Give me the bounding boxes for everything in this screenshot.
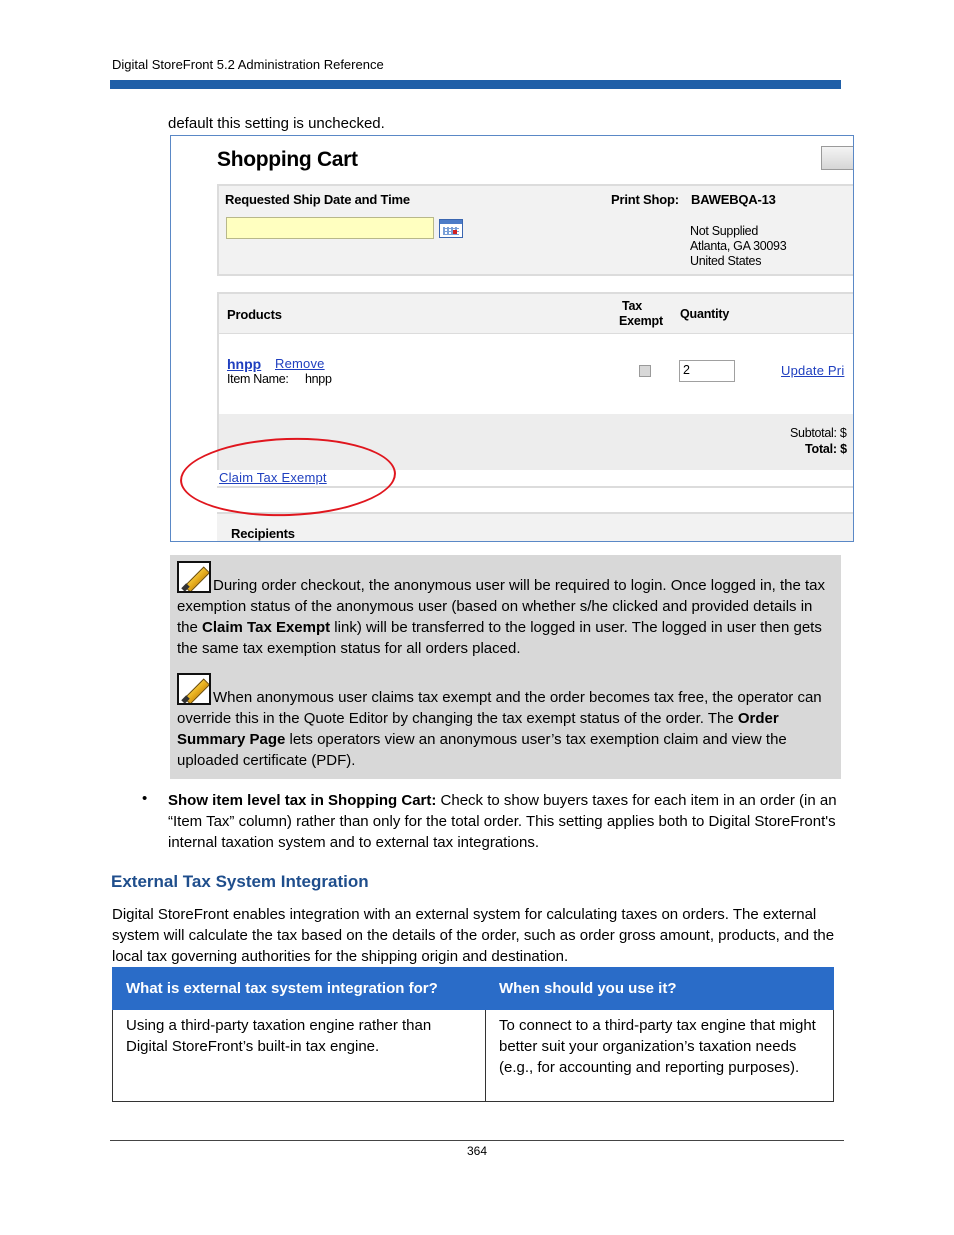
table-cell: To connect to a third-party tax engine that might better suit your organization’s taxation needs (e.g., for accounting and reporting purposes). [486,1010,834,1102]
total-label: Total: $ [805,442,847,456]
recipients-label: Recipients [231,526,295,541]
table-header-cell: What is external tax system integration for? [113,968,486,1010]
print-shop-value: BAWEBQA-13 [691,192,776,207]
recipients-strip [217,512,854,542]
ship-date-input[interactable] [226,217,434,239]
integration-table [112,967,834,1102]
running-header: Digital StoreFront 5.2 Administration Reference [112,57,384,72]
bullet-item [168,790,840,853]
col-tax-line1: Tax [622,299,643,313]
calendar-icon[interactable] [439,219,463,238]
note-pencil-icon [177,673,211,705]
address-line1: Not Supplied [690,224,758,238]
note2-text2: lets operators view an anonymous user’s tax exemption claim and view the uploaded certificate (PDF). [177,731,787,769]
footer-rule [110,1140,844,1141]
products-header [219,294,854,334]
subtotal-label: Subtotal: $ [790,426,847,440]
note2-bold: Order Summary Page [177,710,779,748]
address-line2: Atlanta, GA 30093 [690,239,787,253]
update-price-link[interactable]: Update Pri [781,363,845,378]
remove-link[interactable]: Remove [275,356,325,371]
bullet-text: Check to show buyers taxes for each item in an order (in an “Item Tax” column) rather than only for the total order. This setting applies both to Digital StoreFront's internal taxation system and to external tax integrations. [168,792,837,851]
table-row [113,1010,834,1102]
print-shop-label: Print Shop: [611,192,679,207]
page-number: 364 [466,1144,488,1158]
table-header-cell: When should you use it? [486,968,834,1010]
col-tax-line2: Exempt [619,314,663,328]
table-header-row [113,968,834,1010]
item-name-label: Item Name: [227,372,289,386]
top-button[interactable] [821,146,854,170]
ship-date-label: Requested Ship Date and Time [225,192,410,207]
ship-date-panel [217,184,854,276]
address-line3: United States [690,254,762,268]
note2-text1: When anonymous user claims tax exempt and the order becomes tax free, the operator can override this in the Quote Editor by changing the tax exempt status of the order. The [177,689,822,727]
calendar-marker [453,230,457,234]
intro-text: default this setting is unchecked. [168,115,385,132]
item-link[interactable]: hnpp [227,356,262,372]
table-cell: Using a third-party taxation engine rather than Digital StoreFront’s built-in tax engine. [113,1010,486,1102]
col-quantity: Quantity [680,307,730,321]
header-rule [110,80,841,89]
note1-bold: Claim Tax Exempt [202,619,331,636]
note-pencil-icon [177,561,211,593]
bullet-bold: Show item level tax in Shopping Cart: [168,792,437,809]
quantity-input[interactable]: 2 [679,360,735,382]
note-1 [177,561,837,659]
note-2 [177,673,837,771]
tax-exempt-checkbox[interactable] [639,365,651,377]
cart-title: Shopping Cart [217,148,358,171]
section-heading: External Tax System Integration [111,872,369,891]
notes-box [170,555,841,779]
section-body: Digital StoreFront enables integration with an external system for calculating taxes on orders. The external system will calculate the tax based on the details of the order, such as order gross amount, products, and the local tax governing authorities for the shipping origin and destination. [112,906,835,965]
claim-tax-exempt-link[interactable]: Claim Tax Exempt [219,470,327,485]
bullet-marker: • [142,790,148,807]
col-products: Products [227,307,282,322]
note1-text2: link) will be transferred to the logged in user. The logged in user then gets the same tax exemption status for all orders placed. [177,619,822,657]
note1-text1: During order checkout, the anonymous user will be required to login. Once logged in, the tax exemption status of the anonymous user (based on whether s/he clicked and provided details in the [177,577,826,636]
shopping-cart-screenshot [170,135,854,542]
item-name-value: hnpp [305,372,332,386]
